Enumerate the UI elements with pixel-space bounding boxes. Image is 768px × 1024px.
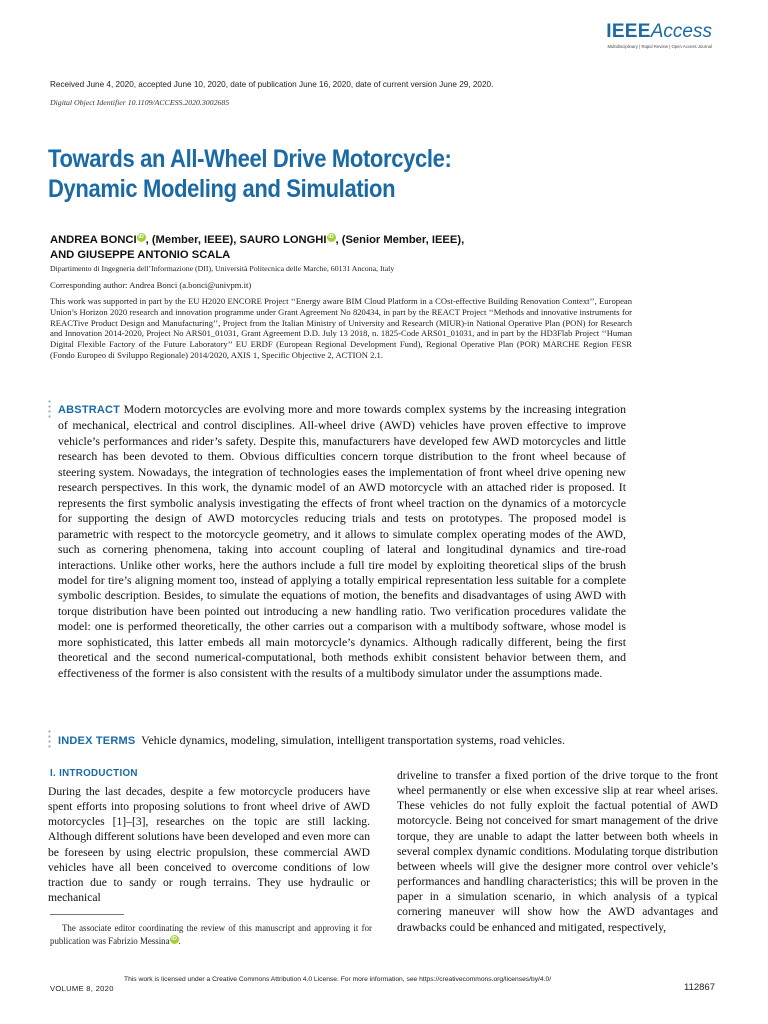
journal-logo: [606, 22, 712, 49]
orcid-icon[interactable]: iD: [171, 936, 177, 943]
logo-access: Access: [650, 21, 712, 42]
doi: Digital Object Identifier 10.1109/ACCESS.2020.3002685: [50, 98, 230, 107]
footnote-text: The associate editor coordinating the review of this manuscript and approving it for publication was Fabrizio Messina: [50, 923, 372, 946]
index-terms: [58, 733, 658, 749]
corresponding-author: Corresponding author: Andrea Bonci (a.bonci@univpm.it): [50, 280, 252, 290]
index-terms-marker: [48, 729, 51, 749]
logo-tagline: Multidisciplinary | Rapid Review | Open Access Journal: [607, 44, 712, 49]
author-1: ANDREA BONCI: [50, 234, 137, 246]
license-notice: This work is licensed under a Creative Commons Attribution 4.0 License. For more information, see https://creativecommons.org/licenses/by/4.0/: [124, 976, 552, 983]
intro-column-1: During the last decades, despite a few motorcycle producers have spent efforts into proposing solutions to front wheel drive of AWD motorcycles [1]–[3], researches on the topic are still lacking. Although different solutions have been developed and even more can be foreseen by using electric propulsion, these commercial AWD vehicles have all been conceived to overcome conditions of low traction due to sandy or rough terrains. They use hydraulic or mechanical: [48, 785, 370, 905]
volume-label: VOLUME 8, 2020: [50, 984, 114, 993]
funding-statement: This work was supported in part by the EU H2020 ENCORE Project ‘‘Energy aware BIM Cloud Platform in a COst-effective Building Renovation Context’’, European Union’s Horizon 2020 research and innovation programme under Grant Agreement No 820434, in part by the REACT Project ‘‘Methods and innovative instruments for REACTive Product Design and Manufacturing’’, Project from the Italian Ministry of University and Research (MIUR)-in National Operative Plan (PON) for Research and Innovation 2014-2020, Project No ARS01_01031, Grant Agreement D.D. July 13 2018, n. 1825-Code ARS01_01031, and in part by the HD3Flab Project ‘‘Human Digital Flexible Factory of the Future Laboratory’’ EU ERDF (European Regional Development Fund), Regional Operative Plan (POR) MARCHE Region FESR (Fondo Europeo di Sviluppo Regionale) 2014/2020, AXIS 1, Specific Objective 2, ACTION 2.1.: [50, 296, 632, 360]
paper-title: [48, 144, 611, 204]
author-list: [50, 233, 610, 263]
author-1-role-author-2: , (Member, IEEE), SAURO LONGHI: [145, 234, 327, 246]
title-line-1: Towards an All-Wheel Drive Motorcycle:: [48, 145, 452, 173]
section-heading: I. INTRODUCTION: [50, 768, 138, 779]
abstract-marker: [48, 399, 51, 419]
author-2-role: , (Senior Member, IEEE),: [335, 234, 465, 246]
abstract: [58, 402, 626, 681]
intro-column-2: driveline to transfer a fixed portion of the drive torque to the front wheel permanently or else when excessive slip at rear wheel arises. These vehicles do not fully exploit the factual potential of AWD motorcycle. Being not conceived for smart management of the drive torque, they are unable to adapt the latter between both wheels in several complex dynamic conditions. Modulating torque distribution between wheels will give the designer more control over vehicle’s performances and handling characteristics; this will be proven in the paper in a simulation scenario, in which analysis of a typical cornering maneuver will show how the AWD advantages and drawbacks could be enhanced and mitigated, respectively,: [397, 769, 718, 934]
received-dates: Received June 4, 2020, accepted June 10, 2020, date of publication June 16, 2020, date of current version June 29, 2020.: [50, 80, 494, 89]
index-terms-text: Vehicle dynamics, modeling, simulation, intelligent transportation systems, road vehicles.: [141, 733, 565, 747]
abstract-text: Modern motorcycles are evolving more and more towards complex systems by the increasing integration of mechanical, electrical and control disciplines. All-wheel drive (AWD) vehicles have proven effective to improve vehicle’s performances and rider’s safety. Despite this, manufacturers have developed few AWD motorcycles and little research has been devoted to them. Obvious difficulties concern torque distribution to the front wheel because of steering system. Nowadays, the integration of technologies eases the implementation of front wheel drive opening new research perspectives. In this work, the dynamic model of an AWD motorcycle with an attached rider is proposed. It represents the first symbolic analysis investigating the effects of front wheel traction on the dynamics of a motorcycle for supporting the design of AWD motorcycles reducing trials and tests on prototypes. The proposed model is parametric with respect to the motorcycle geometry, and it allows to simulate complex operating modes of the AWD, such as cornering phenomena, taking into account coupling of lateral and longitudinal dynamics and tire-road interactions. Unlike other works, here the authors include a full tire model by exploiting theoretical slips of the brush model for tire’s aligning moment too, instead of applying a totally empirical representation less suitable for a complete symbolic description. Besides, to simulate the equations of motion, the benefits and disadvantages of using AWD with torque distribution have been pointed out introducing a new handling ratio. Two verification procedures validate the model: one is performed theoretically, the other carries out a comparison with a multibody software, whose model is more sophisticated, this latter embeds all main motorcycle’s dynamics. Although radically different, being the first theoretical and the second numerical-computational, both methods exhibit consistent behavior between them, and effectiveness of the former is also consistent with the results of a multibody simulator under the assumptions made.: [58, 402, 626, 680]
affiliation: Dipartimento di Ingegneria dell’Informazione (DII), Università Politecnica delle Marche, 60131 Ancona, Italy: [50, 264, 395, 273]
logo-ieee: IEEE: [606, 21, 651, 42]
orcid-icon[interactable]: iD: [328, 234, 334, 241]
author-3: AND GIUSEPPE ANTONIO SCALA: [50, 249, 231, 261]
orcid-icon[interactable]: iD: [138, 234, 144, 241]
title-line-2: Dynamic Modeling and Simulation: [48, 175, 396, 203]
abstract-label: ABSTRACT: [58, 404, 121, 416]
index-terms-label: INDEX TERMS: [58, 735, 136, 747]
footnote-rule: [50, 914, 124, 915]
footnote: The associate editor coordinating the review of this manuscript and approving it for publication was Fabrizio Messina iD .: [50, 923, 372, 946]
page-number: 112867: [684, 982, 715, 993]
